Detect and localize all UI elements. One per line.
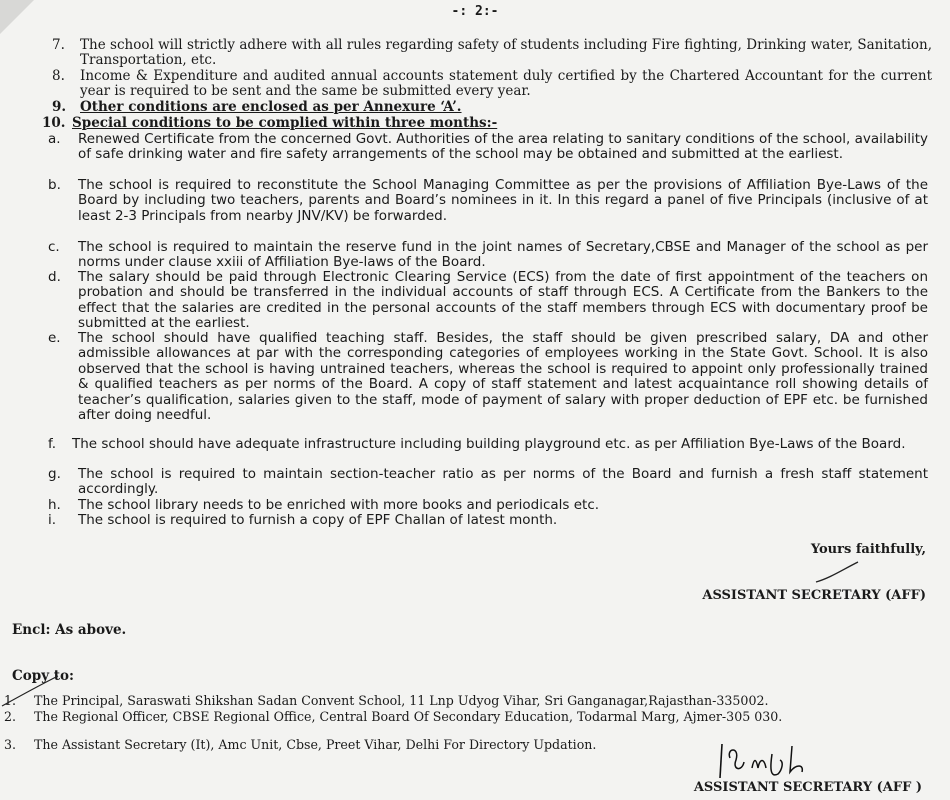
special-condition-a — [48, 132, 928, 163]
sub-letter: d. — [48, 269, 61, 285]
sub-letter: b. — [48, 177, 61, 193]
copy-number: 3. — [4, 737, 17, 752]
signatory-designation: ASSISTANT SECRETARY (AFF) — [702, 588, 926, 603]
condition-number: 7. — [52, 37, 65, 53]
condition-text: The school will strictly adhere with all rules regarding safety of students including Fire fighting, Drinking water, Sanitation, Transportation, etc. — [80, 37, 932, 69]
special-condition-e — [48, 331, 928, 423]
sub-letter: f. — [48, 436, 57, 452]
sub-text: Renewed Certificate from the concerned Govt. Authorities of the area relating to sanitary conditions of the school, availability of safe drinking water and fire safety arrangements of the school may be obtained and submitted at the earliest. — [78, 131, 928, 163]
condition-number: 9. — [52, 99, 67, 115]
condition-number: 8. — [52, 68, 65, 84]
sub-letter: h. — [48, 497, 61, 513]
copy-text: The Regional Officer, CBSE Regional Office, Central Board Of Secondary Education, Todarmal Marg, Ajmer-305 030. — [34, 709, 783, 724]
enclosure-note: Encl: As above. — [12, 622, 127, 638]
sub-letter: e. — [48, 330, 61, 346]
special-condition-c — [48, 240, 928, 271]
special-condition-g — [48, 467, 928, 498]
copy-recipient-2 — [4, 710, 934, 724]
sub-text: The salary should be paid through Electronic Clearing Service (ECS) from the date of first appointment of the teachers on probation and should be transferred in the individual accounts of staff through ECS. A Certificate from the Bankers to the effect that the salaries are credited in the personal accounts of the staff members through ECS with documentary proof be submitted at the earliest. — [78, 269, 928, 332]
page-number: -: 2:- — [451, 4, 499, 19]
special-condition-f — [48, 437, 928, 452]
condition-10 — [42, 116, 922, 131]
sub-letter: c. — [48, 239, 60, 255]
copy-number: 2. — [4, 709, 17, 724]
sub-text: The school should have adequate infrastructure including building playground etc. as per Affiliation Bye-Laws of the Board. — [72, 436, 906, 452]
sub-text: The school is required to furnish a copy of EPF Challan of latest month. — [78, 512, 558, 528]
sub-text: The school is required to maintain the reserve fund in the joint names of Secretary,CBSE and Manager of the school as per norms under clause xxiii of Affiliation Bye-laws of the Board. — [78, 239, 928, 271]
condition-9 — [52, 100, 932, 115]
condition-text: Other conditions are enclosed as per Annexure ‘A’. — [80, 99, 462, 115]
copy-recipient-1 — [4, 694, 934, 708]
copy-number: 1. — [4, 693, 17, 708]
copy-text: The Assistant Secretary (It), Amc Unit, Cbse, Preet Vihar, Delhi For Directory Updation. — [34, 737, 597, 752]
copy-text: The Principal, Saraswati Shikshan Sadan Convent School, 11 Lnp Udyog Vihar, Sri Ganganagar,Rajasthan-335002. — [34, 693, 769, 708]
sub-letter: i. — [48, 512, 57, 528]
copy-to-label: Copy to: — [12, 668, 74, 684]
condition-heading: Special conditions to be complied within three months:- — [72, 115, 498, 131]
signature-stroke — [812, 560, 862, 586]
sub-text: The school is required to maintain section-teacher ratio as per norms of the Board and furnish a fresh staff statement accordingly. — [78, 466, 928, 498]
sub-text: The school is required to reconstitute the School Managing Committee as per the provisions of Affiliation Bye-Laws of the Board by including two teachers, parents and Board’s nominees in it. In this regard a panel of five Principals (inclusive of at least 2-3 Principals from nearby JNV/KV) be forwarded. — [78, 177, 928, 224]
special-condition-i — [48, 513, 928, 528]
sub-letter: a. — [48, 131, 61, 147]
condition-text: Income & Expenditure and audited annual accounts statement duly certified by the Chartered Accountant for the current year is required to be sent and the same be submitted every year. — [80, 68, 932, 100]
condition-8 — [52, 69, 932, 100]
signatory-designation-bottom: ASSISTANT SECRETARY (AFF ) — [693, 780, 922, 795]
closing-salutation: Yours faithfully, — [810, 542, 926, 557]
condition-number: 10. — [42, 115, 66, 131]
special-condition-b — [48, 178, 928, 224]
sub-text: The school should have qualified teaching staff. Besides, the staff should be given prescribed salary, DA and other admissible allowances at par with the corresponding categories of employees working in the State Govt. School. It is also observed that the school is having untrained teachers, whereas the school is required to appoint only professionally trained & qualified teachers as per norms of the Board. A copy of staff statement and latest acquaintance roll showing details of teacher’s qualification, salaries given to the staff, mode of payment of salary with proper deduction of EPF etc. be furnished after doing needful. — [78, 330, 928, 424]
special-condition-d — [48, 270, 928, 332]
sub-text: The school library needs to be enriched with more books and periodicals etc. — [78, 497, 600, 513]
condition-7 — [52, 38, 932, 69]
sub-letter: g. — [48, 466, 61, 482]
